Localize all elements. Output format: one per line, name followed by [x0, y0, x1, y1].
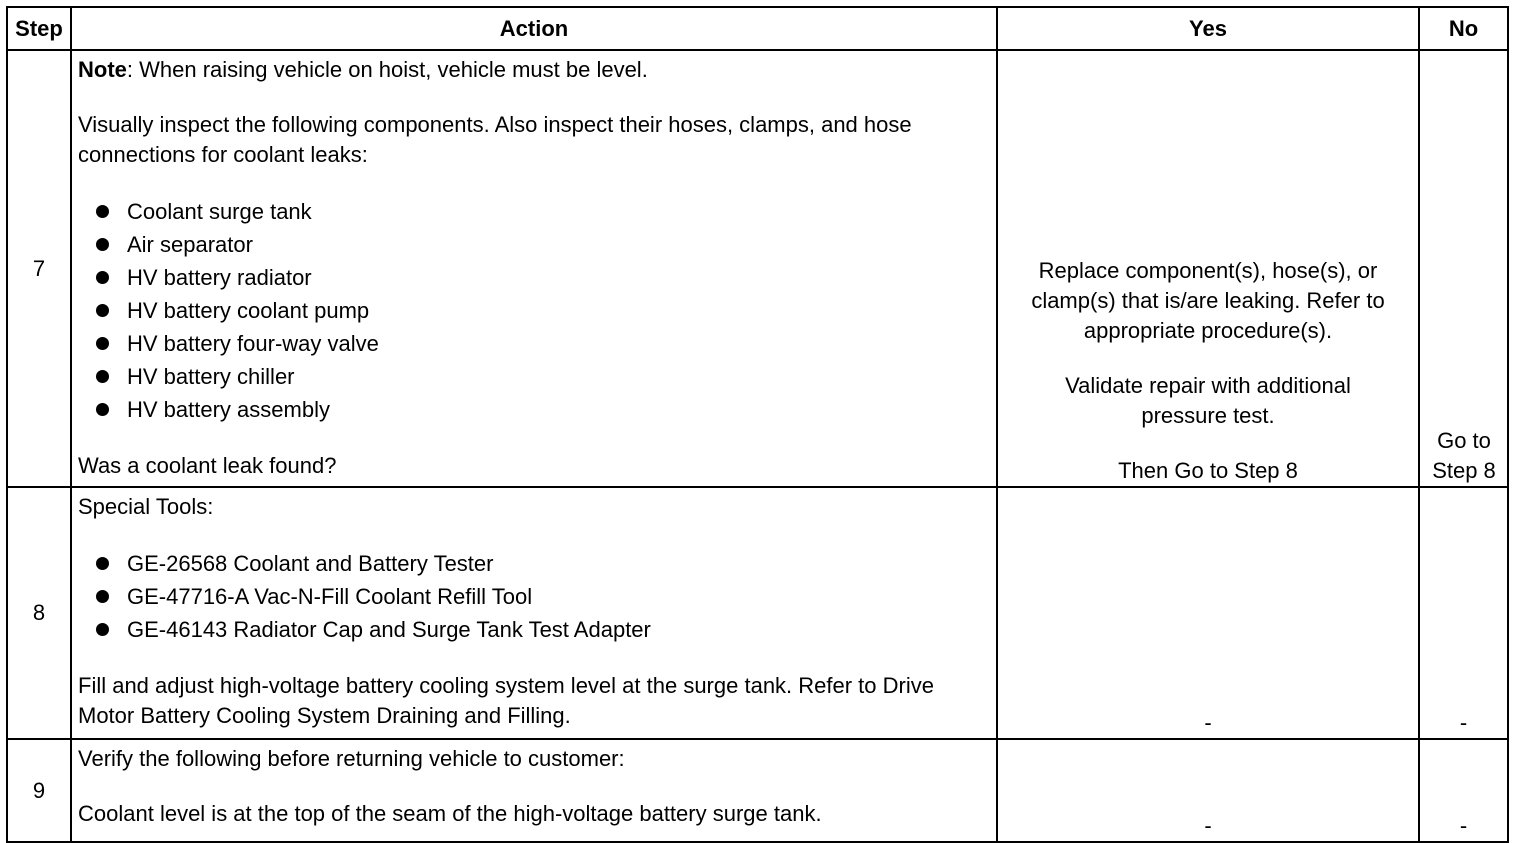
header-row — [7, 7, 1508, 50]
list-item: Coolant surge tank — [90, 195, 990, 228]
list-item: HV battery coolant pump — [90, 294, 990, 327]
bullet-icon — [96, 623, 109, 636]
yes-next-step: Then Go to Step 8 — [1118, 458, 1298, 483]
bullet-icon — [96, 403, 109, 416]
action-intro: Verify the following before returning vehicle to customer: — [78, 746, 625, 771]
list-item: GE-26568 Coolant and Battery Tester — [90, 547, 990, 580]
yes-instruction: Replace component(s), hose(s), or clamp(s) that is/are leaking. Refer to appropriate procedure(s). — [1031, 258, 1385, 343]
action-question: Was a coolant leak found? — [78, 453, 337, 478]
diagnostic-table — [6, 6, 1509, 843]
header-no: No — [1419, 7, 1508, 50]
bullet-icon — [96, 238, 109, 251]
bullet-icon — [96, 557, 109, 570]
bullet-icon — [96, 304, 109, 317]
note-label: Note — [78, 57, 127, 82]
bullet-icon — [96, 271, 109, 284]
no-cell — [1419, 50, 1508, 487]
bullet-icon — [96, 590, 109, 603]
action-text: Coolant level is at the top of the seam of the high-voltage battery surge tank. — [78, 801, 822, 826]
yes-cell: - — [997, 739, 1419, 842]
list-item: HV battery radiator — [90, 261, 990, 294]
note-text: : When raising vehicle on hoist, vehicle must be level. — [126, 57, 648, 82]
header-step: Step — [7, 7, 71, 50]
action-cell — [71, 50, 997, 487]
table-row — [7, 487, 1508, 739]
yes-cell: - — [997, 487, 1419, 739]
note — [78, 55, 990, 85]
component-list — [78, 195, 990, 426]
action-intro: Visually inspect the following components. Also inspect their hoses, clamps, and hose connections for coolant leaks: — [78, 112, 912, 167]
bullet-icon — [96, 205, 109, 218]
step-number: 9 — [7, 739, 71, 842]
header-yes: Yes — [997, 7, 1419, 50]
yes-validate: Validate repair with additional pressure test. — [1065, 373, 1351, 428]
list-item: HV battery four-way valve — [90, 327, 990, 360]
bullet-icon — [96, 337, 109, 350]
list-item: HV battery chiller — [90, 360, 990, 393]
list-item: GE-46143 Radiator Cap and Surge Tank Test Adapter — [90, 613, 990, 646]
table-row — [7, 50, 1508, 487]
yes-cell — [997, 50, 1419, 487]
list-item: GE-47716-A Vac-N-Fill Coolant Refill Tool — [90, 580, 990, 613]
action-cell — [71, 739, 997, 842]
action-cell — [71, 487, 997, 739]
action-intro: Special Tools: — [78, 494, 214, 519]
no-cell: - — [1419, 487, 1508, 739]
no-cell: - — [1419, 739, 1508, 842]
tool-list — [78, 547, 990, 646]
step-number: 8 — [7, 487, 71, 739]
step-number: 7 — [7, 50, 71, 487]
list-item: HV battery assembly — [90, 393, 990, 426]
action-text: Fill and adjust high-voltage battery cooling system level at the surge tank. Refer to Drive Motor Battery Cooling System Draining and Filling. — [78, 673, 934, 728]
bullet-icon — [96, 370, 109, 383]
table-row — [7, 739, 1508, 842]
list-item: Air separator — [90, 228, 990, 261]
no-next-step: Go to Step 8 — [1432, 428, 1496, 483]
header-action: Action — [71, 7, 997, 50]
